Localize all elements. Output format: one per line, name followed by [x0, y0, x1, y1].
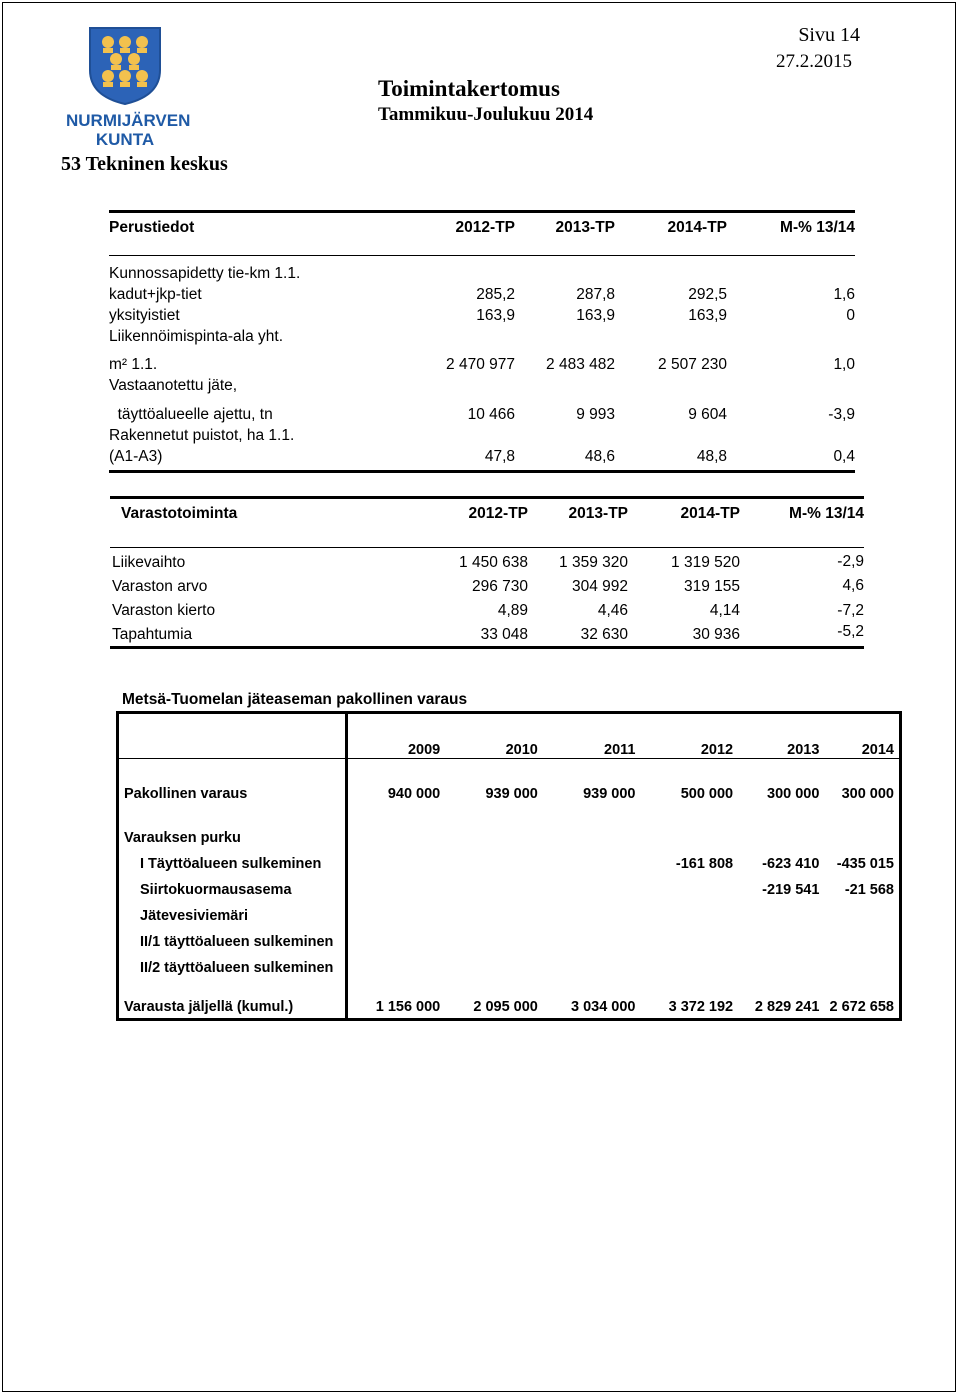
release-heading-row	[119, 802, 899, 846]
cell: 4,89	[497, 602, 528, 619]
table-row	[119, 898, 899, 924]
cell	[543, 846, 641, 872]
cell: 287,8	[576, 286, 615, 303]
cell: 163,9	[576, 307, 615, 324]
report-date: 27.2.2015	[776, 51, 852, 72]
cell: 33 048	[480, 626, 528, 643]
cell: 3 372 192	[668, 999, 734, 1015]
cell: -435 015	[836, 856, 894, 872]
cell: 4,6	[842, 577, 864, 594]
warehouse-header-label: Varastotoiminta	[121, 505, 238, 522]
cell: 1 156 000	[375, 999, 441, 1015]
cell: 1,6	[833, 286, 855, 303]
logo-text-line2: KUNTA	[95, 130, 155, 149]
row-label: kadut+jkp-tiet	[109, 286, 202, 303]
cell	[347, 872, 446, 898]
table-row	[109, 325, 855, 346]
cell: 9 993	[576, 406, 615, 423]
cell	[347, 846, 446, 872]
cell: 4,14	[709, 602, 740, 619]
section-title: 53 Tekninen keskus	[61, 153, 228, 175]
cell	[445, 872, 543, 898]
cell: -219 541	[762, 882, 820, 898]
row-label: Jätevesiviemäri	[119, 898, 347, 924]
table-row	[109, 283, 855, 304]
cell: 940 000	[387, 786, 441, 802]
cell: 939 000	[583, 786, 636, 802]
cell: 285,2	[476, 286, 515, 303]
row-label: Varaston arvo	[112, 578, 208, 595]
row-label: II/2 täyttöalueen sulkeminen	[119, 950, 347, 976]
basic-header-2014: 2014-TP	[667, 219, 727, 236]
coat-of-arms-icon	[66, 26, 184, 106]
cell: 300 000	[841, 786, 894, 802]
cell: 4,46	[597, 602, 628, 619]
basic-header-label: Perustiedot	[109, 219, 195, 236]
cell: -623 410	[762, 856, 820, 872]
year-2012: 2012	[641, 714, 739, 758]
cell: 47,8	[484, 448, 515, 465]
reserve-grid	[119, 714, 899, 1019]
row-label: m² 1.1.	[109, 356, 158, 373]
cell: 296 730	[471, 578, 528, 595]
cell: 1,0	[833, 356, 855, 373]
cell: 304 992	[571, 578, 628, 595]
cell: 1 319 520	[671, 554, 740, 571]
row-label: Liikennöimispinta-ala yht.	[109, 328, 284, 345]
reserve-table	[116, 711, 902, 1021]
warehouse-header-change: M-% 13/14	[789, 505, 864, 522]
cell: 500 000	[680, 786, 734, 802]
cell: 163,9	[688, 307, 727, 324]
warehouse-header-2013: 2013-TP	[568, 505, 628, 522]
mandatory-reserve-label: Pakollinen varaus	[119, 758, 347, 802]
year-2014: 2014	[824, 714, 899, 758]
cell: 32 630	[580, 626, 628, 643]
year-2013: 2013	[738, 714, 824, 758]
year-2011: 2011	[543, 714, 641, 758]
cell: 2 483 482	[546, 356, 615, 373]
cell: 48,6	[584, 448, 615, 465]
row-label: täyttöalueelle ajettu, tn	[109, 406, 273, 423]
warehouse-header-2014: 2014-TP	[680, 505, 740, 522]
table-row	[109, 374, 855, 395]
table-row	[109, 346, 855, 374]
table-row	[109, 304, 855, 325]
cell: 2 672 658	[829, 999, 894, 1015]
cell: -21 568	[844, 882, 894, 898]
cell: 2 095 000	[473, 999, 538, 1015]
basic-info-header	[109, 213, 855, 243]
reserve-year-row	[119, 714, 899, 758]
cell: 3 034 000	[570, 999, 636, 1015]
remaining-label: Varausta jäljellä (kumul.)	[119, 976, 347, 1019]
cell: 48,8	[696, 448, 727, 465]
cell: 1 359 320	[559, 554, 628, 571]
logo-text-line1: NURMIJÄRVEN	[66, 111, 191, 130]
row-label: Varaston kierto	[112, 602, 216, 619]
release-label: Varauksen purku	[119, 802, 347, 846]
table-row	[119, 924, 899, 950]
table-row	[109, 424, 855, 445]
cell: 2 507 230	[658, 356, 727, 373]
basic-header-2013: 2013-TP	[555, 219, 615, 236]
remaining-reserve-row	[119, 976, 899, 1019]
cell: -2,9	[837, 553, 864, 570]
table-row	[109, 445, 855, 466]
table-row	[119, 872, 899, 898]
warehouse-table	[110, 496, 864, 649]
row-label: Liikevaihto	[112, 554, 186, 571]
municipality-logo	[66, 26, 191, 149]
cell: 1 450 638	[459, 554, 528, 571]
warehouse-header	[110, 499, 864, 529]
cell: 319 155	[683, 578, 740, 595]
cell: -5,2	[837, 623, 864, 640]
basic-header-2012: 2012-TP	[455, 219, 515, 236]
cell: -3,9	[828, 406, 855, 423]
cell: 292,5	[688, 286, 727, 303]
cell	[641, 872, 739, 898]
table-row	[110, 572, 864, 596]
table-row	[110, 596, 864, 620]
table-row	[109, 262, 855, 283]
cell: 163,9	[476, 307, 515, 324]
report-period: Tammikuu-Joulukuu 2014	[378, 104, 594, 125]
warehouse-header-2012: 2012-TP	[468, 505, 528, 522]
cell: 2 470 977	[446, 356, 515, 373]
cell: 30 936	[692, 626, 740, 643]
row-label: Siirtokuormausasema	[119, 872, 347, 898]
cell: 0	[846, 307, 855, 324]
warehouse-body	[110, 550, 864, 644]
table-row	[119, 846, 899, 872]
row-label: II/1 täyttöalueen sulkeminen	[119, 924, 347, 950]
cell: -161 808	[675, 856, 734, 872]
table-row	[110, 620, 864, 644]
table-row	[110, 550, 864, 572]
row-label: yksityistiet	[109, 307, 180, 324]
cell: 300 000	[767, 786, 820, 802]
page-number: Sivu 14	[798, 24, 860, 46]
basic-header-change: M-% 13/14	[780, 219, 855, 236]
row-label: Rakennetut puistot, ha 1.1.	[109, 427, 295, 444]
mandatory-reserve-row	[119, 758, 899, 802]
cell: -7,2	[837, 602, 864, 619]
basic-info-body	[109, 262, 855, 466]
cell	[445, 846, 543, 872]
cell: 0,4	[833, 448, 855, 465]
cell: 9 604	[688, 406, 727, 423]
cell: 10 466	[467, 406, 515, 423]
cell: 939 000	[485, 786, 538, 802]
table-row	[109, 395, 855, 424]
row-label: Vastaanotettu jäte,	[109, 377, 238, 394]
row-label: Tapahtumia	[112, 626, 193, 643]
basic-info-table	[109, 210, 855, 473]
row-label: I Täyttöalueen sulkeminen	[119, 846, 347, 872]
row-label: Kunnossapidetty tie-km 1.1.	[109, 265, 301, 282]
row-label: (A1-A3)	[109, 448, 163, 465]
year-2009: 2009	[347, 714, 446, 758]
reserve-title: Metsä-Tuomelan jäteaseman pakollinen varaus	[122, 691, 468, 708]
report-title: Toimintakertomus	[378, 76, 560, 101]
cell: 2 829 241	[754, 999, 820, 1015]
cell	[543, 872, 641, 898]
table-row	[119, 950, 899, 976]
year-2010: 2010	[445, 714, 543, 758]
